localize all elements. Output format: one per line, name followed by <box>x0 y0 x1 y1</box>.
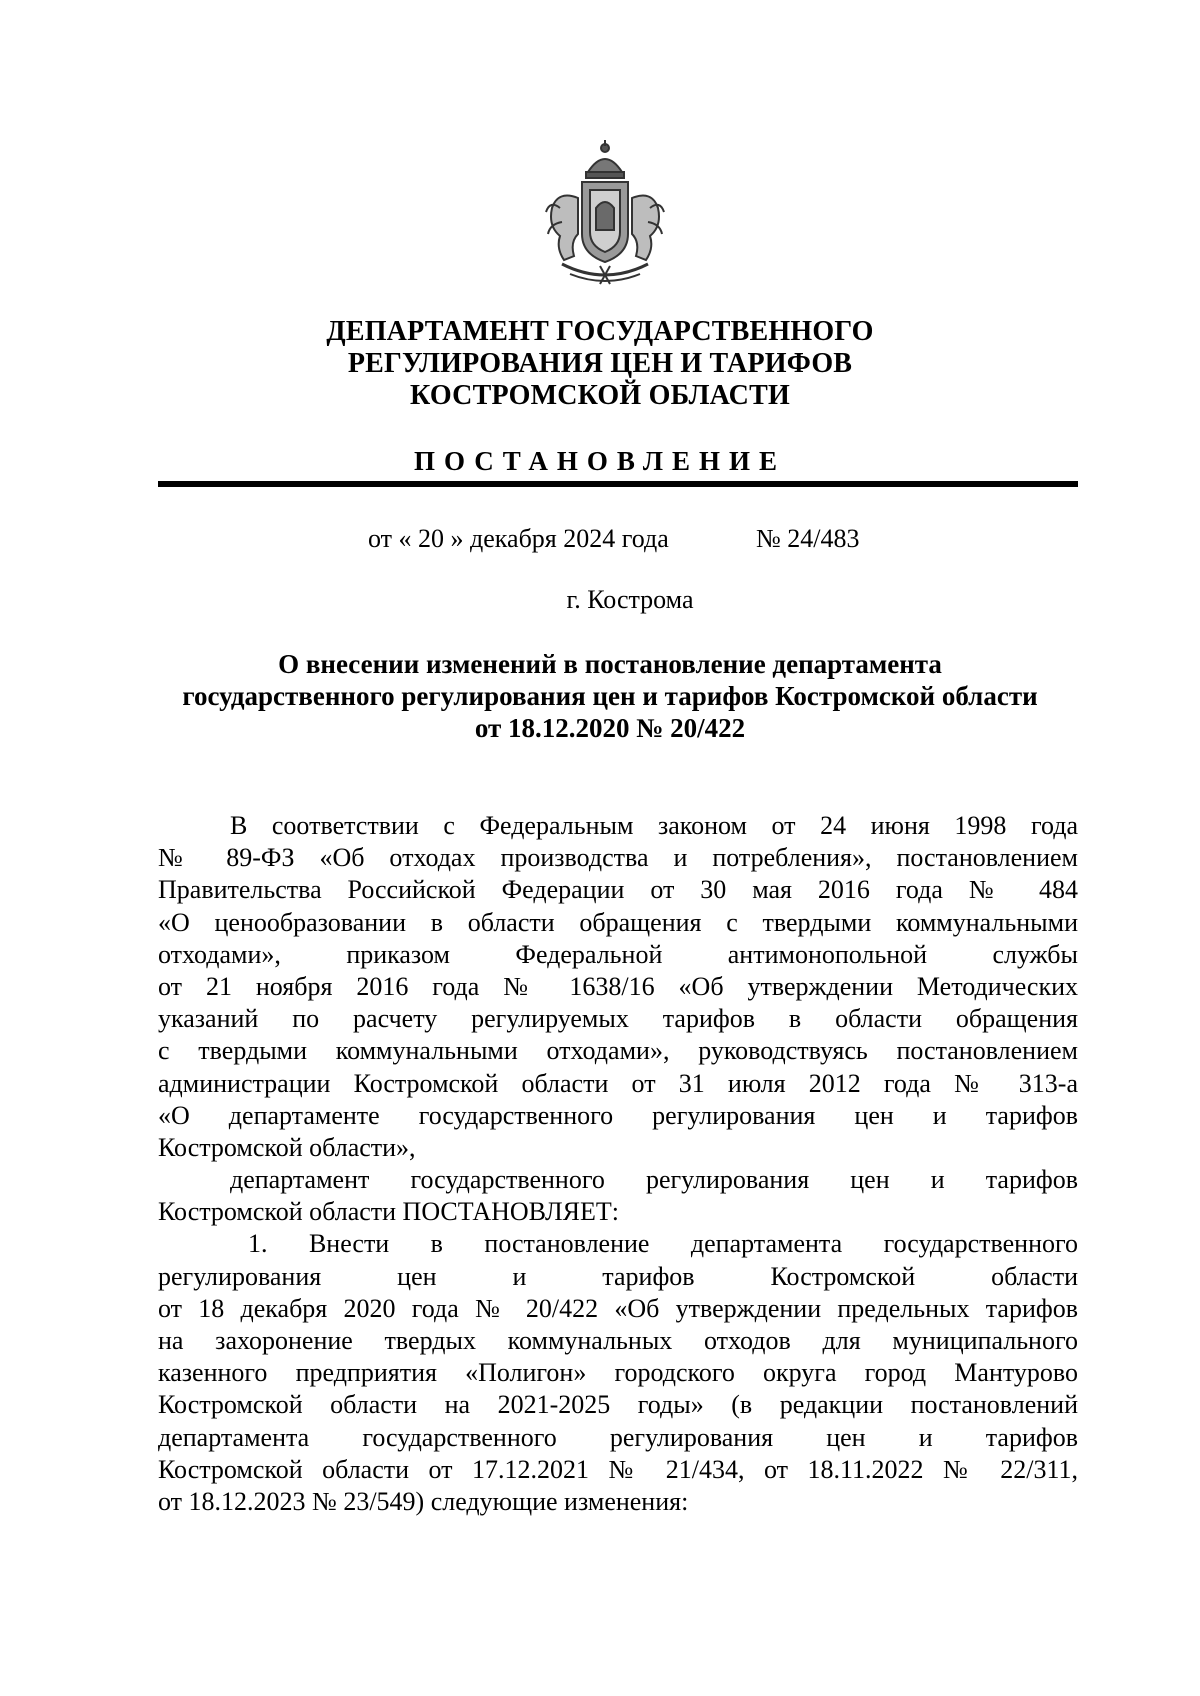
body-line: от 21 ноября 2016 года № 1638/16 «Об утверждении Методических <box>158 971 1078 1001</box>
body-line: отходами», приказом Федеральной антимонопольной службы <box>158 939 1078 969</box>
body-line: регулирования цен и тарифов Костромской области <box>158 1261 1078 1291</box>
body-line: указаний по расчету регулируемых тарифов в области обращения <box>158 1004 1078 1034</box>
body-line: Костромской области на 2021-2025 годы» (в редакции постановлений <box>158 1390 1078 1420</box>
body-line: Правительства Российской Федерации от 30 мая 2016 года № 484 <box>158 875 1078 905</box>
title-line: О внесении изменений в постановление департамента <box>278 649 942 679</box>
organization-header <box>0 316 1200 412</box>
title-line: от 18.12.2020 № 20/422 <box>474 713 746 743</box>
coat-of-arms-icon <box>540 138 670 286</box>
body-line: департамента государственного регулирования цен и тарифов <box>158 1422 1078 1452</box>
body-line: № 89-ФЗ «Об отходах производства и потребления», постановлением <box>158 843 1078 873</box>
body-line: Костромской области», <box>158 1132 416 1162</box>
org-header-line: КОСТРОМСКОЙ ОБЛАСТИ <box>410 380 790 411</box>
body-line: департамент государственного регулирования цен и тарифов <box>230 1165 1078 1195</box>
body-line: казенного предприятия «Полигон» городского округа город Мантурово <box>158 1358 1078 1388</box>
body-line: Костромской области от 17.12.2021 № 21/434, от 18.11.2022 № 22/311, <box>158 1454 1078 1484</box>
org-header-line: ДЕПАРТАМЕНТ ГОСУДАРСТВЕННОГО <box>326 316 874 347</box>
body-line: Костромской области ПОСТАНОВЛЯЕТ: <box>158 1197 619 1227</box>
body-line: «О департаменте государственного регулирования цен и тарифов <box>158 1100 1078 1130</box>
document-date: от « 20 » декабря 2024 года <box>368 524 669 553</box>
body-line: от 18.12.2023 № 23/549) следующие изменения: <box>158 1486 689 1516</box>
document-body <box>158 810 1078 1518</box>
body-line: администрации Костромской области от 31 июля 2012 года № 313-а <box>158 1068 1078 1098</box>
header-divider <box>158 481 1078 487</box>
body-line: от 18 декабря 2020 года № 20/422 «Об утверждении предельных тарифов <box>158 1293 1078 1323</box>
document-title <box>130 648 1090 744</box>
document-city: г. Кострома <box>566 585 694 614</box>
body-line: на захоронение твердых коммунальных отходов для муниципального <box>158 1326 1078 1355</box>
body-line: В соответствии с Федеральным законом от 24 июня 1998 года <box>230 811 1078 840</box>
body-line: 1. Внести в постановление департамента государственного <box>248 1229 1078 1259</box>
title-line: государственного регулирования цен и тарифов Костромской области <box>182 681 1038 711</box>
org-header-line: РЕГУЛИРОВАНИЯ ЦЕН И ТАРИФОВ <box>347 348 853 379</box>
body-line: с твердыми коммунальными отходами», руководствуясь постановлением <box>158 1036 1078 1066</box>
document-number: № 24/483 <box>756 524 860 553</box>
document-type: ПОСТАНОВЛЕНИЕ <box>413 446 787 476</box>
body-line: «О ценообразовании в области обращения с твердыми коммунальными <box>158 907 1078 937</box>
